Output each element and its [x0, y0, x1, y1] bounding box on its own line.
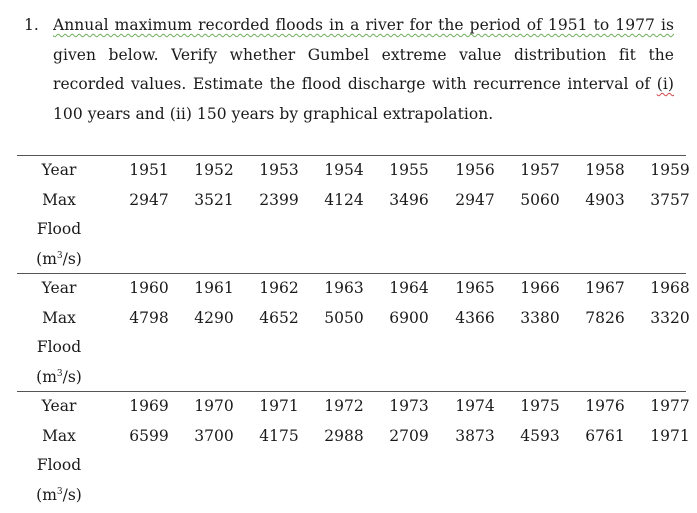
- max-label: Max: [42, 426, 76, 445]
- year-cell: 1970: [194, 397, 234, 415]
- flood-value-cell: 2709: [389, 426, 429, 445]
- flood-label-row: [17, 333, 686, 363]
- unit-superscript: 3: [56, 368, 63, 379]
- year-cell: 1969: [129, 397, 169, 415]
- question-text-end: 100 years and (ii) 150 years by graphical extrapolation.: [53, 104, 494, 123]
- year-row: [17, 274, 690, 304]
- year-label: Year: [41, 279, 77, 297]
- unit-superscript: 3: [56, 486, 63, 497]
- year-cell: 1968: [650, 279, 690, 297]
- year-label: Year: [41, 161, 77, 179]
- year-cell: 1958: [585, 161, 625, 179]
- year-cell: 1953: [259, 161, 299, 179]
- question-paragraph: [24, 11, 674, 129]
- flood-value-cell: 3496: [389, 190, 429, 209]
- year-cell: 1957: [520, 161, 560, 179]
- unit-label: [17, 245, 101, 275]
- max-label: Max: [42, 190, 76, 209]
- year-cell: 1960: [129, 279, 169, 297]
- flood-value-cell: 3757: [650, 190, 690, 209]
- flood-table-block-2: [17, 273, 690, 392]
- flood-value-cell: 2399: [259, 190, 299, 209]
- year-row: [17, 392, 690, 422]
- question-text: [53, 11, 674, 129]
- flood-value-cell: 3521: [194, 190, 234, 209]
- year-cell: 1963: [324, 279, 364, 297]
- year-cell: 1956: [455, 161, 495, 179]
- unit-base: (m: [36, 367, 57, 386]
- year-cell: 1975: [520, 397, 560, 415]
- year-cell: 1967: [585, 279, 625, 297]
- flood-label: Flood: [36, 338, 82, 356]
- unit-tail: /s): [62, 249, 82, 268]
- flood-label-row: [17, 451, 686, 481]
- year-cell: 1971: [259, 397, 299, 415]
- flood-value-cell: 3873: [455, 426, 495, 445]
- flood-value-cell: 4652: [259, 308, 299, 327]
- year-cell: 1959: [650, 161, 690, 179]
- unit-tail: /s): [62, 367, 82, 386]
- flood-value-cell: 1971: [650, 426, 690, 445]
- flood-value-cell: 4290: [194, 308, 234, 327]
- flood-value-cell: 4124: [324, 190, 364, 209]
- flood-value-cell: 3380: [520, 308, 560, 327]
- year-cell: 1965: [455, 279, 495, 297]
- flood-value-cell: 6761: [585, 426, 625, 445]
- year-cell: 1955: [389, 161, 429, 179]
- flood-label: Flood: [36, 220, 82, 238]
- flood-value-cell: 7826: [585, 308, 625, 327]
- year-cell: 1952: [194, 161, 234, 179]
- unit-row: [17, 363, 686, 393]
- flood-value-cell: 2947: [129, 190, 169, 209]
- year-cell: 1973: [389, 397, 429, 415]
- unit-superscript: 3: [56, 250, 63, 261]
- flood-value-cell: 3700: [194, 426, 234, 445]
- max-flood-row: [17, 422, 690, 452]
- unit-label: [17, 481, 101, 511]
- max-flood-row: [17, 304, 690, 334]
- flood-value-cell: 4593: [520, 426, 560, 445]
- flood-table-block-3: [17, 391, 690, 510]
- max-label: Max: [42, 308, 76, 327]
- question-text-middle: given below. Verify whether Gumbel extreme value distribution fit the recorded values. Estimate the flood discharge with recurrence interval of: [53, 45, 674, 93]
- flood-value-cell: 6900: [389, 308, 429, 327]
- flood-table-block-1: [17, 155, 690, 274]
- flood-value-cell: 4903: [585, 190, 625, 209]
- flood-value-cell: 6599: [129, 426, 169, 445]
- flood-value-cell: 4175: [259, 426, 299, 445]
- year-cell: 1972: [324, 397, 364, 415]
- unit-row: [17, 245, 686, 275]
- unit-row: [17, 481, 686, 511]
- unit-base: (m: [36, 249, 57, 268]
- year-cell: 1966: [520, 279, 560, 297]
- flood-value-cell: 5060: [520, 190, 560, 209]
- flood-value-cell: 4798: [129, 308, 169, 327]
- flood-label-row: [17, 215, 686, 245]
- year-cell: 1974: [455, 397, 495, 415]
- year-cell: 1954: [324, 161, 364, 179]
- unit-tail: /s): [62, 485, 82, 504]
- flood-value-cell: 4366: [455, 308, 495, 327]
- year-label: Year: [41, 397, 77, 415]
- year-cell: 1964: [389, 279, 429, 297]
- flood-value-cell: 2947: [455, 190, 495, 209]
- year-cell: 1951: [129, 161, 169, 179]
- year-cell: 1962: [259, 279, 299, 297]
- year-row: [17, 156, 690, 186]
- flood-label: Flood: [36, 456, 82, 474]
- question-roman-i: (i): [656, 75, 674, 93]
- flood-value-cell: 5050: [324, 308, 364, 327]
- unit-label: [17, 363, 101, 393]
- unit-base: (m: [36, 485, 57, 504]
- flood-value-cell: 3320: [650, 308, 690, 327]
- question-number: 1.: [24, 16, 39, 34]
- max-flood-row: [17, 186, 690, 216]
- year-cell: 1961: [194, 279, 234, 297]
- question-text-underlined: Annual maximum recorded floods in a river for the period of 1951 to 1977 is: [53, 16, 674, 34]
- year-cell: 1977: [650, 397, 690, 415]
- flood-value-cell: 2988: [324, 426, 364, 445]
- year-cell: 1976: [585, 397, 625, 415]
